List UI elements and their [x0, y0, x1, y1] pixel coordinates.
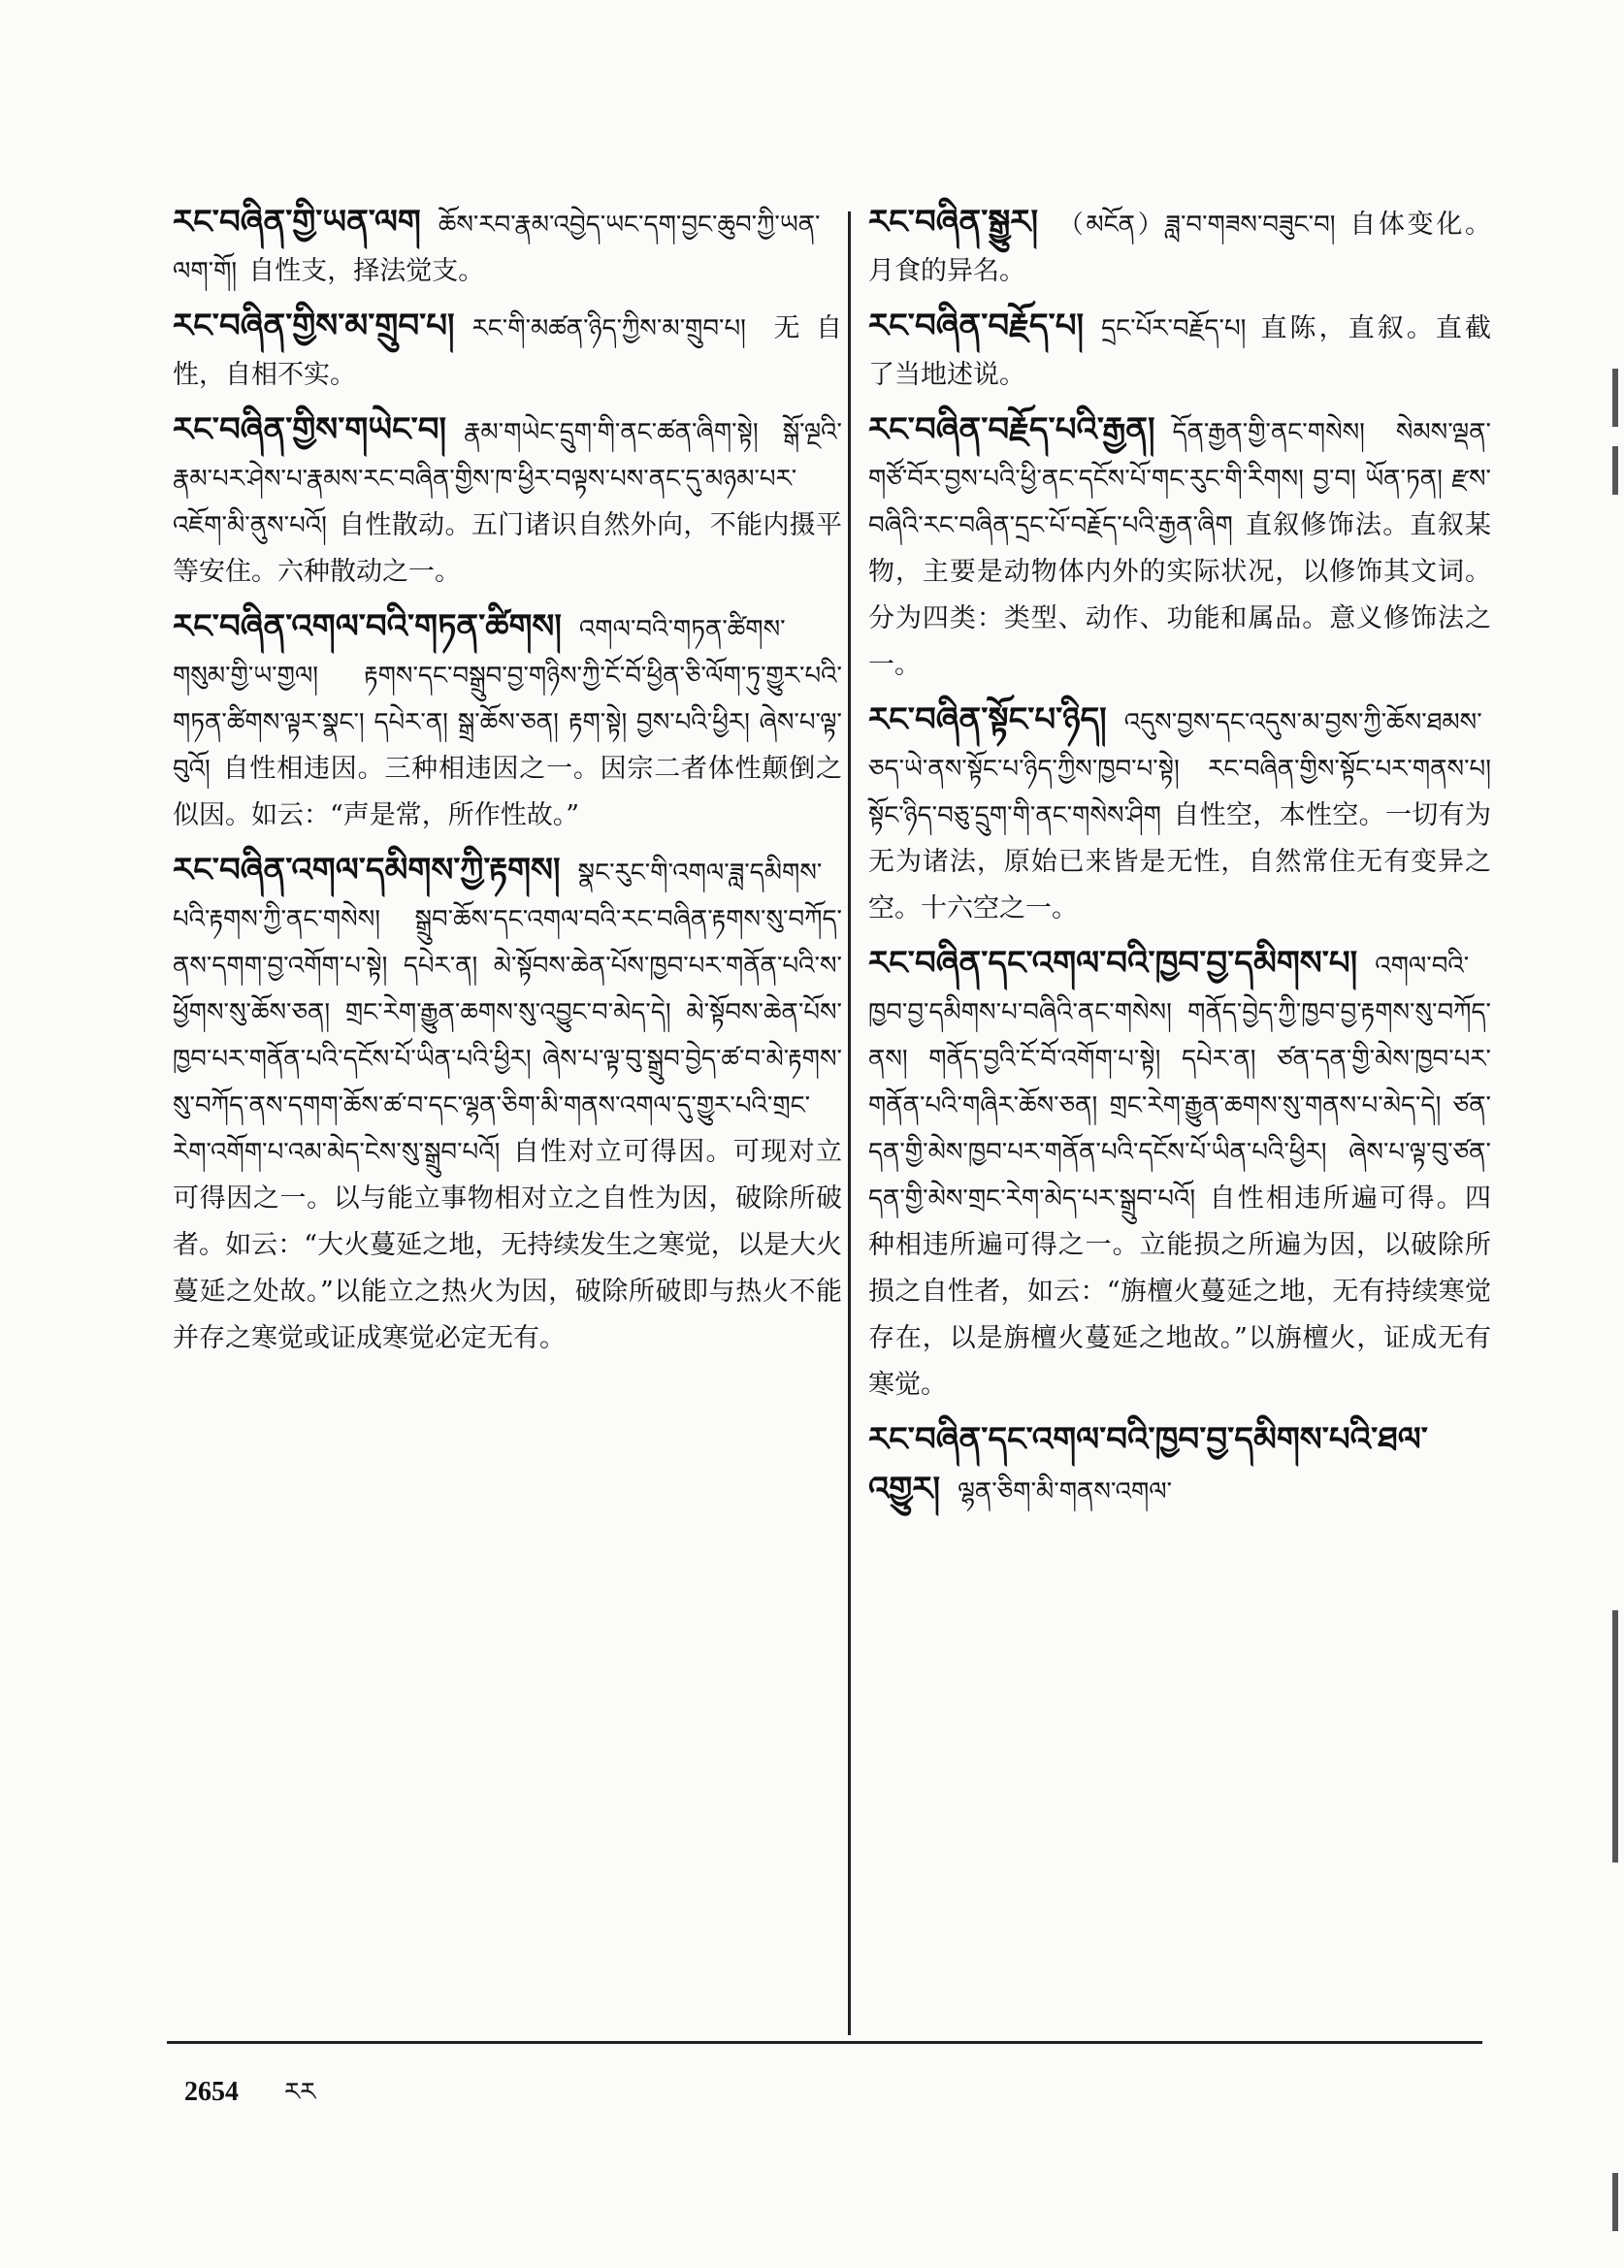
entry-chinese-definition: 自性散动。五门诸识自然外向，不能内摄平等安住。六种散动之一。	[173, 510, 842, 587]
entry-headword: རང་བཞིན་དང་འགལ་བའི་ཁྱབ་བྱ་དམིགས་པ།	[868, 944, 1358, 983]
entry-tibetan-definition: རང་གི་མཚན་ཉིད་ཀྱིས་མ་གྲུབ་པ།	[471, 314, 746, 343]
dictionary-entry	[173, 603, 842, 839]
dictionary-entry	[868, 940, 1491, 1409]
dictionary-entry	[868, 697, 1491, 932]
entry-tibetan-definition: དོན་རྒྱན་གྱི་ནང་གསེས། སེམས་ལྡན་གཙོ་བོར་བྱས་པའི་ཕྱི་ནང་དངོས་པོ་གང་རུང་གི་རིགས། བྱ་བ། ཡོན་ཏན། རྫས་བཞིའི་རང་བཞིན་དྲང་པོ་བརྗོད་པའི་རྒྱན་ཞིག	[868, 418, 1491, 540]
entry-tibetan-definition: རྣམ་གཡེང་དྲུག་གི་ནང་ཚན་ཞིག་སྟེ། སྒོ་ལྔའི་རྣམ་པར་ཤེས་པ་རྣམས་རང་བཞིན་གྱིས་ཁ་ཕྱིར་བལྟས་པས་ནང་དུ་མཉམ་པར་འཇོག་མི་ནུས་པའོ།	[173, 418, 842, 540]
entry-headword: རང་བཞིན་སྟོང་པ་ཉིད།	[868, 700, 1107, 739]
entry-tibetan-definition: འདུས་བྱས་དང་འདུས་མ་བྱས་ཀྱི་ཆོས་ཐམས་ཅད་ཡེ་ནས་སྟོང་པ་ཉིད་ཀྱིས་ཁྱབ་པ་སྟེ། རང་བཞིན་གྱིས་སྟོང་པར་གནས་པ། སྟོང་ཉིད་བཅུ་དྲུག་གི་ནང་གསེས་ཤིག	[868, 708, 1491, 830]
entry-chinese-definition: 自体变化。月食的异名。	[868, 210, 1491, 286]
dictionary-entry	[173, 847, 842, 1362]
scan-margin-marks	[1605, 0, 1624, 2268]
entry-tibetan-definition: སྣང་རུང་གི་འགལ་ཟླ་དམིགས་པའི་རྟགས་ཀྱི་ནང་གསེས། སྒྲུབ་ཆོས་དང་འགལ་བའི་རང་བཞིན་རྟགས་སུ་བཀོད་ནས་དགག་བྱ་འགོག་པ་སྟེ། དཔེར་ན། མེ་སྟོབས་ཆེན་པོས་ཁྱབ་པར་གནོན་པའི་ས་ཕྱོགས་སུ་ཆོས་ཅན། གྲང་རེག་རྒྱུན་ཆགས་སུ་འབྱུང་བ་མེད་དེ། མེ་སྟོབས་ཆེན་པོས་ཁྱབ་པར་གནོན་པའི་དངོས་པོ་ཡིན་པའི་ཕྱིར། ཞེས་པ་ལྟ་བུ་སྒྲུབ་བྱེད་ཚ་བ་མེ་རྟགས་སུ་བཀོད་ནས་དགག་ཆོས་ཚ་བ་དང་ལྷན་ཅིག་མི་གནས་འགལ་དུ་གྱུར་པའི་གྲང་རེག་འགོག་པ་འམ་མེད་ངེས་སུ་སྒྲུབ་པའོ།	[173, 859, 842, 1167]
dictionary-entry	[868, 406, 1491, 689]
entry-headword: རང་བཞིན་འགལ་བའི་གཏན་ཚིགས།	[173, 607, 562, 646]
page-number: 2654	[184, 2077, 239, 2107]
entry-tibetan-definition: ལྷན་ཅིག་མི་གནས་འགལ་	[958, 1477, 1173, 1507]
dictionary-entry	[868, 1416, 1491, 1515]
entry-chinese-definition: 无自性，自相不实。	[173, 313, 842, 390]
entry-headword: རང་བཞིན་གྱིས་གཡེང་བ།	[173, 410, 447, 449]
entry-headword: རང་བཞིན་བརྗོད་པ།	[868, 307, 1085, 345]
entry-tibetan-definition: （མངོན）ཟླ་བ་གཟས་བཟུང་བ།	[1056, 211, 1336, 240]
margin-mark	[1612, 369, 1618, 427]
entry-tibetan-definition: འགལ་བའི་ཁྱབ་བྱ་དམིགས་པ་བཞིའི་ནང་གསེས། གནོད་བྱེད་ཀྱི་ཁྱབ་བྱ་རྟགས་སུ་བཀོད་ནས། གནོད་བྱའི་ངོ་བོ་འགོག་པ་སྟེ། དཔེར་ན། ཙན་དན་གྱི་མེས་ཁྱབ་པར་གནོན་པའི་གཞིར་ཆོས་ཅན། གྲང་རེག་རྒྱུན་ཆགས་སུ་གནས་པ་མེད་དེ། ཙན་དན་གྱི་མེས་ཁྱབ་པར་གནོན་པའི་དངོས་པོ་ཡིན་པའི་ཕྱིར། ཞེས་པ་ལྟ་བུ་ཙན་དན་གྱི་མེས་གྲང་རེག་མེད་པར་སྒྲུབ་པའོ།	[868, 952, 1491, 1214]
entry-chinese-definition: 直叙修饰法。直叙某物，主要是动物体内外的实际状况，以修饰其文词。分为四类：类型、动作、功能和属品。意义修饰法之一。	[868, 510, 1491, 680]
left-column	[173, 199, 842, 1370]
margin-mark	[1612, 1610, 1618, 1863]
entry-headword: རང་བཞིན་འགལ་དམིགས་ཀྱི་རྟགས།	[173, 851, 561, 890]
entry-tibetan-definition: འགལ་བའི་གཏན་ཚིགས་གསུམ་གྱི་ཡ་གྱལ། རྟགས་དང་བསྒྲུབ་བྱ་གཉིས་ཀྱི་ངོ་བོ་ཕྱིན་ཅི་ལོག་ཏུ་གྱུར་པའི་གཏན་ཚིགས་ལྟར་སྣང་། དཔེར་ན། སྒྲ་ཆོས་ཅན། རྟག་སྟེ། བྱས་པའི་ཕྱིར། ཞེས་པ་ལྟ་བུའོ།	[173, 615, 842, 784]
dictionary-entry	[173, 303, 842, 399]
entry-chinese-definition: 自性空，本性空。一切有为无为诸法，原始已来皆是无性，自然常住无有变异之空。十六空之一。	[868, 800, 1491, 923]
margin-mark	[1612, 2173, 1618, 2231]
entry-chinese-definition: 自性对立可得因。可现对立可得因之一。以与能立事物相对立之自性为因，破除所破者。如云：“大火蔓延之地，无持续发生之寒觉，以是大火蔓延之处故。”以能立之热火为因，破除所破即与热火不能并存之寒觉或证成寒觉必定无有。	[173, 1137, 842, 1353]
page-footer	[184, 2064, 315, 2135]
right-column	[868, 199, 1491, 1523]
dictionary-entry	[868, 199, 1491, 295]
footer-rule	[167, 2041, 1482, 2044]
entry-chinese-definition: 自性支，择法觉支。	[248, 256, 485, 286]
entry-headword: རང་བཞིན་གྱིས་མ་གྲུབ་པ།	[173, 307, 455, 345]
entry-chinese-definition: 直陈，直叙。直截了当地述说。	[868, 313, 1491, 390]
column-divider	[848, 211, 851, 2035]
entry-headword: རང་བཞིན་དང་འགལ་བའི་ཁྱབ་བྱ་དམིགས་པའི་ཐལ་འགྱུར།	[868, 1420, 1428, 1508]
entry-tibetan-definition: དྲང་པོར་བརྗོད་པ།	[1101, 314, 1247, 343]
section-letter: རར	[284, 2078, 316, 2106]
margin-mark	[1612, 446, 1618, 495]
dictionary-entry	[868, 303, 1491, 399]
entry-chinese-definition: 自性相违所遍可得。四种相违所遍可得之一。立能损之所遍为因，以破除所损之自性者，如云：“旃檀火蔓延之地，无有持续寒觉存在，以是旃檀火蔓延之地故。”以旃檀火，证成无有寒觉。	[868, 1183, 1491, 1400]
entry-headword: རང་བཞིན་བརྗོད་པའི་རྒྱན།	[868, 410, 1155, 449]
entry-chinese-definition: 自性相违因。三种相违因之一。因宗二者体性颠倒之似因。如云：“声是常，所作性故。”	[173, 754, 842, 830]
entry-headword: རང་བཞིན་སྒྱུར།	[868, 203, 1039, 242]
entry-headword: རང་བཞིན་གྱི་ཡན་ལག	[173, 203, 421, 242]
dictionary-entry	[173, 199, 842, 295]
dictionary-entry	[173, 406, 842, 596]
entry-tibetan-definition: ཆོས་རབ་རྣམ་འབྱེད་ཡང་དག་བྱང་ཆུབ་ཀྱི་ཡན་ལག་གོ།	[173, 211, 821, 286]
